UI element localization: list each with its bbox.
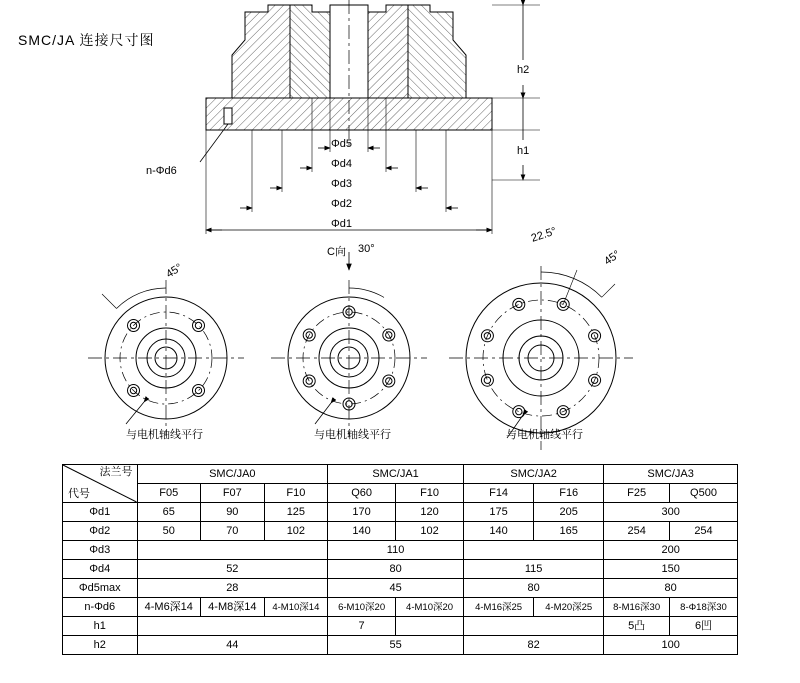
dim-label-phi-d1: Φd1 [331,218,353,230]
table-group-header: SMC/JA1 [328,465,464,484]
corner-label-bottom: 代号 [68,488,90,500]
table-cell: 5凸 [604,617,670,636]
dim-label-phi-d4: Φd4 [331,158,353,170]
table-row-label: Φd4 [63,560,138,579]
dim-label-h2: h2 [517,64,530,76]
table-cell: 82 [464,636,604,655]
table-cell: 8-M16深30 [604,598,670,617]
view-label-c: C向 [327,246,346,258]
table-row-label: Φd3 [63,541,138,560]
table-row-label: Φd5max [63,579,138,598]
table-cell: 55 [328,636,464,655]
table-cell: 110 [328,541,464,560]
table-cell: 4-M10深20 [396,598,464,617]
table-cell: 4-M6深14 [137,598,201,617]
table-row [63,503,738,522]
table-row-label: Φd2 [63,522,138,541]
corner-label-top: 法兰号 [99,466,133,478]
table-cell: 28 [137,579,328,598]
table-body [63,465,738,655]
table-code-header: F05 [137,484,201,503]
angle-label-30: 30° [358,243,375,255]
table-code-header: F16 [534,484,604,503]
table-row [63,598,738,617]
table-header-row-groups [63,465,738,484]
table-code-header: F14 [464,484,534,503]
table-cell: 52 [137,560,328,579]
table-row-label: Φd1 [63,503,138,522]
table-row-label: h2 [63,636,138,655]
table-row [63,541,738,560]
table-code-header: F07 [201,484,265,503]
table-cell: 4-M16深25 [464,598,534,617]
table-cell: 7 [328,617,396,636]
table-row-label: h1 [63,617,138,636]
table-cell: 80 [464,579,604,598]
table-cell: 6-M10深20 [328,598,396,617]
note-parallel-1: 与电机轴线平行 [126,429,203,441]
table-cell: 170 [328,503,396,522]
table-cell: 120 [396,503,464,522]
table-cell: 80 [604,579,738,598]
table-group-header: SMC/JA0 [137,465,328,484]
table-cell: 150 [604,560,738,579]
table-code-header: F25 [604,484,670,503]
table-cell [464,617,604,636]
table-cell: 102 [264,522,328,541]
table-row [63,579,738,598]
table-row [63,522,738,541]
dim-label-n-phi-d6: n-Φd6 [146,165,177,177]
table-cell: 100 [604,636,738,655]
table-cell: 45 [328,579,464,598]
table-cell [137,541,328,560]
table-cell: 4-M20深25 [534,598,604,617]
table-cell: 90 [201,503,265,522]
table-cell: 50 [137,522,201,541]
table-cell [137,617,328,636]
table-cell: 140 [464,522,534,541]
table-cell: 6凹 [670,617,738,636]
table-row [63,636,738,655]
table-code-header: F10 [396,484,464,503]
table-cell: 300 [604,503,738,522]
angle-label-45-left: 45° [164,261,185,281]
angle-label-45-right: 45° [602,248,623,268]
table-code-header: Q60 [328,484,396,503]
table-row-label: n-Φd6 [63,598,138,617]
dimension-table [62,464,738,655]
table-cell [464,541,604,560]
table-cell: 4-M8深14 [201,598,265,617]
table-cell: 205 [534,503,604,522]
dim-label-phi-d3: Φd3 [331,178,353,190]
table-cell: 70 [201,522,265,541]
note-parallel-2: 与电机轴线平行 [314,429,391,441]
table-code-header: Q500 [670,484,738,503]
table-row [63,560,738,579]
table-cell: 8-Φ18深30 [670,598,738,617]
table-cell: 125 [264,503,328,522]
table-header-row-codes [63,484,738,503]
dim-label-phi-d5: Φd5 [331,138,353,150]
table-cell: 115 [464,560,604,579]
table-cell: 254 [604,522,670,541]
table-code-header: F10 [264,484,328,503]
table-cell: 200 [604,541,738,560]
table-group-header: SMC/JA3 [604,465,738,484]
table-corner-cell [63,465,138,503]
note-parallel-3: 与电机轴线平行 [506,429,583,441]
table-group-header: SMC/JA2 [464,465,604,484]
table-cell: 175 [464,503,534,522]
table-cell: 80 [328,560,464,579]
table-cell: 165 [534,522,604,541]
table-cell: 140 [328,522,396,541]
table-row [63,617,738,636]
page-title: SMC/JA 连接尺寸图 [18,32,155,48]
table-cell: 102 [396,522,464,541]
table-cell: 44 [137,636,328,655]
dim-label-h1: h1 [517,145,530,157]
angle-label-22-5: 22.5° [529,225,559,245]
table-cell [396,617,464,636]
table-cell: 4-M10深14 [264,598,328,617]
table-cell: 65 [137,503,201,522]
dim-label-phi-d2: Φd2 [331,198,353,210]
table-cell: 254 [670,522,738,541]
